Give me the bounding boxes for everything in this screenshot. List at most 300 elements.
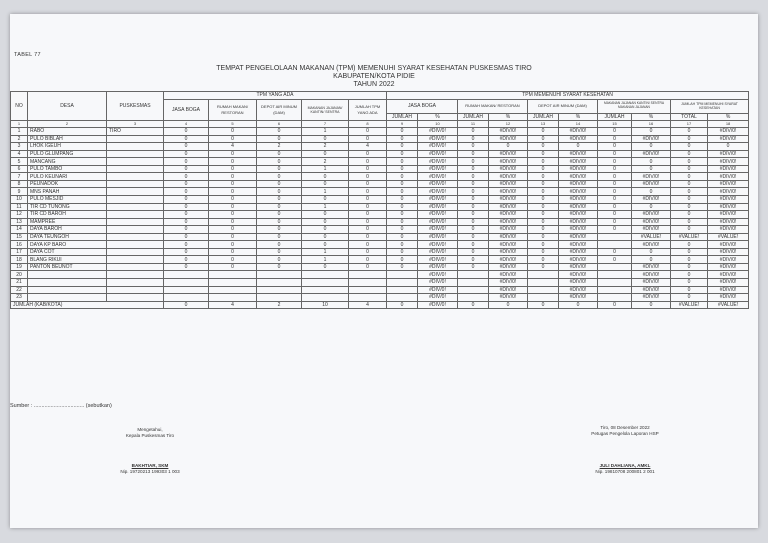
table-cell: 0 xyxy=(528,203,559,211)
table-cell: #DIV/0! xyxy=(489,165,528,173)
total-cell: #VALUE! xyxy=(708,301,749,309)
table-cell: #DIV/0! xyxy=(559,211,598,219)
column-number: 9 xyxy=(387,121,418,128)
table-cell: 0 xyxy=(257,263,302,271)
header-jumlah-memenuhi: JUMLAH TPM MEMENUHI SYARAT KESEHATAN xyxy=(671,99,749,113)
table-cell xyxy=(107,286,164,294)
table-cell: #DIV/0! xyxy=(418,263,458,271)
table-cell: 0 xyxy=(489,143,528,151)
table-cell: 0 xyxy=(257,173,302,181)
column-number: 5 xyxy=(209,121,257,128)
header-pct: % xyxy=(632,113,671,121)
table-cell xyxy=(387,279,418,287)
table-cell: 0 xyxy=(458,143,489,151)
table-row xyxy=(11,248,749,256)
column-number: 12 xyxy=(489,121,528,128)
table-cell: #DIV/0! xyxy=(559,233,598,241)
document-subtitle-region: KABUPATEN/KOTA PIDIE xyxy=(333,73,415,80)
header-no: NO xyxy=(11,92,28,121)
table-cell: 1 xyxy=(302,203,349,211)
row-number-cell: 7 xyxy=(11,173,28,181)
table-cell: 0 xyxy=(302,180,349,188)
table-cell: #DIV/0! xyxy=(559,188,598,196)
table-cell: 0 xyxy=(528,248,559,256)
table-row xyxy=(11,173,749,181)
table-cell xyxy=(598,294,632,302)
table-cell: 0 xyxy=(671,196,708,204)
table-row xyxy=(11,271,749,279)
table-cell xyxy=(107,271,164,279)
table-cell xyxy=(107,279,164,287)
table-cell: #DIV/0! xyxy=(708,150,749,158)
table-cell: 0 xyxy=(528,218,559,226)
table-cell: 0 xyxy=(598,128,632,136)
table-cell xyxy=(257,286,302,294)
table-cell: #DIV/0! xyxy=(418,158,458,166)
desa-cell: TIR CD BAROH xyxy=(28,211,107,219)
desa-cell: DAYA BAROH xyxy=(28,226,107,234)
table-cell xyxy=(302,286,349,294)
table-cell: 0 xyxy=(528,128,559,136)
row-number-cell: 15 xyxy=(11,233,28,241)
table-cell: 0 xyxy=(349,128,387,136)
total-cell: 0 xyxy=(489,301,528,309)
table-cell: 0 xyxy=(164,165,209,173)
table-cell xyxy=(107,188,164,196)
table-cell: #DIV/0! xyxy=(418,211,458,219)
table-cell: 0 xyxy=(302,211,349,219)
table-cell: #DIV/0! xyxy=(632,271,671,279)
table-cell: 0 xyxy=(387,248,418,256)
table-cell: 0 xyxy=(302,233,349,241)
table-cell: 0 xyxy=(458,135,489,143)
column-number-row xyxy=(11,121,749,128)
table-cell: #DIV/0! xyxy=(632,241,671,249)
column-number: 4 xyxy=(164,121,209,128)
source-note: Sumber : ................................. (sebutkan) xyxy=(10,403,112,409)
table-cell: 0 xyxy=(257,135,302,143)
table-cell: #DIV/0! xyxy=(632,196,671,204)
table-cell: 0 xyxy=(598,173,632,181)
table-cell: 0 xyxy=(209,218,257,226)
table-cell: 0 xyxy=(209,211,257,219)
row-number-cell: 13 xyxy=(11,218,28,226)
table-cell: 1 xyxy=(302,128,349,136)
table-cell xyxy=(107,165,164,173)
table-cell: #DIV/0! xyxy=(559,263,598,271)
table-cell: #DIV/0! xyxy=(632,294,671,302)
table-cell xyxy=(164,286,209,294)
table-cell: 0 xyxy=(349,158,387,166)
tpm-table xyxy=(10,91,749,309)
table-cell: 0 xyxy=(671,263,708,271)
row-number-cell: 16 xyxy=(11,241,28,249)
table-cell xyxy=(107,143,164,151)
table-cell: 0 xyxy=(387,158,418,166)
table-row xyxy=(11,158,749,166)
column-number: 18 xyxy=(708,121,749,128)
table-cell: #DIV/0! xyxy=(489,188,528,196)
header-tpm-ada: TPM YANG ADA xyxy=(164,92,387,100)
table-cell: #DIV/0! xyxy=(489,203,528,211)
table-cell: 0 xyxy=(349,263,387,271)
table-cell: 0 xyxy=(528,180,559,188)
table-row xyxy=(11,211,749,219)
table-cell: #DIV/0! xyxy=(418,203,458,211)
head-name: BAKHTIAR, SKM xyxy=(131,463,169,468)
header-depot: DEPOT AIR MINUM (DAM) xyxy=(257,99,302,121)
table-cell xyxy=(598,233,632,241)
row-number-cell: 10 xyxy=(11,196,28,204)
table-cell: 0 xyxy=(349,196,387,204)
table-row xyxy=(11,241,749,249)
table-row xyxy=(11,143,749,151)
table-cell: #DIV/0! xyxy=(708,241,749,249)
table-row xyxy=(11,165,749,173)
table-cell: 0 xyxy=(349,150,387,158)
table-cell: #DIV/0! xyxy=(418,256,458,264)
table-cell: #DIV/0! xyxy=(489,196,528,204)
table-cell xyxy=(107,211,164,219)
table-cell: 0 xyxy=(164,211,209,219)
table-cell xyxy=(528,286,559,294)
table-cell xyxy=(528,279,559,287)
table-cell: #DIV/0! xyxy=(559,173,598,181)
table-cell: 0 xyxy=(387,226,418,234)
table-cell: 0 xyxy=(387,256,418,264)
table-cell: 0 xyxy=(349,165,387,173)
table-cell xyxy=(107,150,164,158)
table-cell xyxy=(209,271,257,279)
table-cell: 0 xyxy=(598,150,632,158)
table-cell xyxy=(598,241,632,249)
table-cell: #DIV/0! xyxy=(418,248,458,256)
table-cell xyxy=(458,279,489,287)
table-cell: 0 xyxy=(671,248,708,256)
table-cell: 0 xyxy=(458,180,489,188)
header-puskesmas: PUSKESMAS xyxy=(107,92,164,121)
table-cell: 0 xyxy=(528,173,559,181)
table-cell: 0 xyxy=(671,165,708,173)
header-jumlah: JUMLAH xyxy=(598,113,632,121)
total-cell: #DIV/0! xyxy=(418,301,458,309)
table-cell: 0 xyxy=(528,188,559,196)
table-row xyxy=(11,196,749,204)
table-cell: #DIV/0! xyxy=(418,165,458,173)
total-cell: 0 xyxy=(164,301,209,309)
table-cell: 0 xyxy=(632,143,671,151)
table-cell: 0 xyxy=(458,256,489,264)
desa-cell: MAMPREE xyxy=(28,218,107,226)
table-cell: #DIV/0! xyxy=(632,218,671,226)
table-cell: #DIV/0! xyxy=(708,226,749,234)
table-cell: 0 xyxy=(209,165,257,173)
table-cell xyxy=(209,294,257,302)
header-jumlah: JUMLAH xyxy=(387,113,418,121)
table-cell: 0 xyxy=(209,256,257,264)
table-cell: 0 xyxy=(598,226,632,234)
table-cell: #DIV/0! xyxy=(708,279,749,287)
row-number-cell: 22 xyxy=(11,286,28,294)
table-cell: 0 xyxy=(708,143,749,151)
table-cell: #DIV/0! xyxy=(559,150,598,158)
table-cell xyxy=(107,218,164,226)
table-cell: #DIV/0! xyxy=(489,180,528,188)
table-cell: 2 xyxy=(257,143,302,151)
table-cell: 0 xyxy=(528,263,559,271)
row-number-cell: 21 xyxy=(11,279,28,287)
table-cell: 0 xyxy=(387,241,418,249)
table-row xyxy=(11,180,749,188)
header-total: TOTAL xyxy=(671,113,708,121)
table-cell: #DIV/0! xyxy=(632,150,671,158)
table-cell: 0 xyxy=(458,211,489,219)
table-cell: 0 xyxy=(598,248,632,256)
table-cell: #DIV/0! xyxy=(489,279,528,287)
table-cell: #DIV/0! xyxy=(418,286,458,294)
table-cell xyxy=(257,279,302,287)
row-number-cell: 4 xyxy=(11,150,28,158)
table-cell: 0 xyxy=(209,196,257,204)
table-cell xyxy=(107,180,164,188)
table-cell xyxy=(107,173,164,181)
table-row xyxy=(11,203,749,211)
row-number-cell: 20 xyxy=(11,271,28,279)
table-cell: 0 xyxy=(671,135,708,143)
header-pct: % xyxy=(708,113,749,121)
table-cell: #DIV/0! xyxy=(708,188,749,196)
table-cell: 1 xyxy=(302,256,349,264)
table-row xyxy=(11,135,749,143)
column-number: 15 xyxy=(598,121,632,128)
table-cell: 0 xyxy=(209,180,257,188)
table-cell xyxy=(458,294,489,302)
total-cell: 0 xyxy=(387,301,418,309)
table-cell xyxy=(387,294,418,302)
table-cell: 0 xyxy=(302,241,349,249)
table-cell: 0 xyxy=(598,165,632,173)
table-cell: 0 xyxy=(164,180,209,188)
table-cell: #VALUE! xyxy=(632,233,671,241)
table-cell: #DIV/0! xyxy=(489,241,528,249)
table-cell: 0 xyxy=(458,233,489,241)
table-cell xyxy=(107,135,164,143)
table-number: TABEL 77 xyxy=(14,52,41,58)
table-cell: 2 xyxy=(302,158,349,166)
table-cell: #DIV/0! xyxy=(632,226,671,234)
table-cell: #DIV/0! xyxy=(559,271,598,279)
table-cell: 0 xyxy=(164,218,209,226)
table-cell: 0 xyxy=(528,143,559,151)
table-cell: 0 xyxy=(671,294,708,302)
table-cell: 0 xyxy=(528,256,559,264)
table-row xyxy=(11,218,749,226)
column-number: 16 xyxy=(632,121,671,128)
table-cell: 0 xyxy=(671,143,708,151)
table-cell: #DIV/0! xyxy=(708,158,749,166)
table-cell: 0 xyxy=(349,211,387,219)
table-cell: #VALUE! xyxy=(708,233,749,241)
header-rumah-makan: RUMAH MAKAN/ RESTORAN xyxy=(209,99,257,121)
desa-cell: BLANG RIKUI xyxy=(28,256,107,264)
table-cell: 0 xyxy=(164,150,209,158)
table-cell: 0 xyxy=(671,241,708,249)
left-signature-block xyxy=(90,427,210,475)
table-cell: #DIV/0! xyxy=(418,150,458,158)
table-cell: 2 xyxy=(302,143,349,151)
table-cell: 0 xyxy=(349,241,387,249)
table-cell: #DIV/0! xyxy=(418,196,458,204)
total-cell: 4 xyxy=(209,301,257,309)
table-cell: #DIV/0! xyxy=(559,226,598,234)
total-cell: 0 xyxy=(458,301,489,309)
table-cell xyxy=(257,294,302,302)
desa-cell: LHOK IGEUH xyxy=(28,143,107,151)
table-cell: 0 xyxy=(387,165,418,173)
table-cell: #DIV/0! xyxy=(559,135,598,143)
table-cell: #DIV/0! xyxy=(559,180,598,188)
table-cell xyxy=(107,248,164,256)
table-cell: #DIV/0! xyxy=(418,143,458,151)
table-cell: #DIV/0! xyxy=(489,173,528,181)
table-cell: #DIV/0! xyxy=(708,135,749,143)
total-cell: 10 xyxy=(302,301,349,309)
table-cell: 0 xyxy=(209,158,257,166)
desa-cell: DAYA COT xyxy=(28,248,107,256)
table-cell: 0 xyxy=(209,241,257,249)
table-cell xyxy=(302,294,349,302)
table-cell: 0 xyxy=(528,158,559,166)
table-cell: 0 xyxy=(387,180,418,188)
table-cell: #DIV/0! xyxy=(489,150,528,158)
table-cell xyxy=(107,226,164,234)
column-number: 10 xyxy=(418,121,458,128)
column-number: 7 xyxy=(302,121,349,128)
table-cell: 0 xyxy=(458,173,489,181)
table-cell: 0 xyxy=(671,256,708,264)
table-cell: 0 xyxy=(671,188,708,196)
header-rumah-makan-2: RUMAH MAKAN/ RESTORAN xyxy=(458,99,528,113)
head-nip: Nip. 19720213 199303 1 003 xyxy=(120,469,180,474)
desa-cell: PANTON BEUNOT xyxy=(28,263,107,271)
table-cell: 0 xyxy=(302,135,349,143)
table-cell: 0 xyxy=(257,203,302,211)
officer-role: Petugas Pengelola Laporan HSP xyxy=(591,431,659,436)
table-cell: 0 xyxy=(598,218,632,226)
header-makanan-jajanan: MAKANAN JAJANAN/ KANTIN/ SENTRA xyxy=(302,99,349,121)
table-cell: 0 xyxy=(164,263,209,271)
desa-cell: PULO KEUNARI xyxy=(28,173,107,181)
table-cell: #DIV/0! xyxy=(418,233,458,241)
row-number-cell: 3 xyxy=(11,143,28,151)
row-number-cell: 12 xyxy=(11,211,28,219)
table-cell: #DIV/0! xyxy=(708,173,749,181)
table-cell: 0 xyxy=(528,226,559,234)
table-cell xyxy=(598,263,632,271)
table-cell: 1 xyxy=(302,165,349,173)
table-cell: #DIV/0! xyxy=(708,294,749,302)
table-cell: #DIV/0! xyxy=(559,218,598,226)
column-number: 11 xyxy=(458,121,489,128)
table-cell: #DIV/0! xyxy=(418,226,458,234)
table-cell: 0 xyxy=(671,271,708,279)
document-subtitle-year: TAHUN 2022 xyxy=(353,81,395,88)
table-cell: #DIV/0! xyxy=(559,128,598,136)
table-cell: 0 xyxy=(458,241,489,249)
table-cell xyxy=(107,196,164,204)
table-cell: 0 xyxy=(387,203,418,211)
table-cell: 0 xyxy=(164,248,209,256)
desa-cell: RABO xyxy=(28,128,107,136)
table-cell: 0 xyxy=(458,203,489,211)
table-cell: #DIV/0! xyxy=(489,135,528,143)
table-cell: 0 xyxy=(257,165,302,173)
table-cell: 0 xyxy=(632,188,671,196)
desa-cell: TIR CD TUNONG xyxy=(28,203,107,211)
table-cell: 0 xyxy=(164,173,209,181)
table-cell: 0 xyxy=(598,196,632,204)
table-cell xyxy=(164,294,209,302)
table-cell: #DIV/0! xyxy=(632,286,671,294)
table-cell: 0 xyxy=(257,150,302,158)
right-signature-block xyxy=(560,425,690,475)
table-cell xyxy=(302,271,349,279)
table-cell: 0 xyxy=(458,248,489,256)
table-cell: 0 xyxy=(349,173,387,181)
table-cell: 0 xyxy=(349,188,387,196)
table-cell: 0 xyxy=(528,196,559,204)
table-cell: #DIV/0! xyxy=(418,180,458,188)
table-cell: 0 xyxy=(349,203,387,211)
table-cell xyxy=(209,286,257,294)
table-cell: #DIV/0! xyxy=(708,271,749,279)
table-cell: 0 xyxy=(458,218,489,226)
table-cell: 0 xyxy=(209,135,257,143)
table-cell: #DIV/0! xyxy=(489,218,528,226)
row-number-cell: 2 xyxy=(11,135,28,143)
table-cell: 0 xyxy=(164,256,209,264)
row-number-cell: 14 xyxy=(11,226,28,234)
table-cell: 0 xyxy=(257,248,302,256)
table-cell: 0 xyxy=(164,158,209,166)
table-cell xyxy=(107,241,164,249)
table-cell: 0 xyxy=(528,135,559,143)
table-cell: 0 xyxy=(632,256,671,264)
table-cell: 0 xyxy=(209,188,257,196)
table-cell: 0 xyxy=(458,158,489,166)
table-cell: 0 xyxy=(598,188,632,196)
table-cell: 0 xyxy=(164,143,209,151)
table-cell: 4 xyxy=(349,143,387,151)
total-cell: 0 xyxy=(528,301,559,309)
header-pct: % xyxy=(418,113,458,121)
column-number: 8 xyxy=(349,121,387,128)
table-cell xyxy=(349,279,387,287)
column-number: 13 xyxy=(528,121,559,128)
table-cell: #DIV/0! xyxy=(559,165,598,173)
table-cell: #DIV/0! xyxy=(708,218,749,226)
desa-cell xyxy=(28,294,107,302)
table-cell: 0 xyxy=(598,143,632,151)
table-cell: 0 xyxy=(349,180,387,188)
table-cell: 0 xyxy=(209,173,257,181)
table-cell: #DIV/0! xyxy=(632,263,671,271)
table-cell: 0 xyxy=(598,203,632,211)
table-cell: #DIV/0! xyxy=(632,135,671,143)
table-cell: 0 xyxy=(671,158,708,166)
officer-name: JULI DAHLIANA, AMKL xyxy=(599,463,651,468)
table-cell: 0 xyxy=(671,218,708,226)
